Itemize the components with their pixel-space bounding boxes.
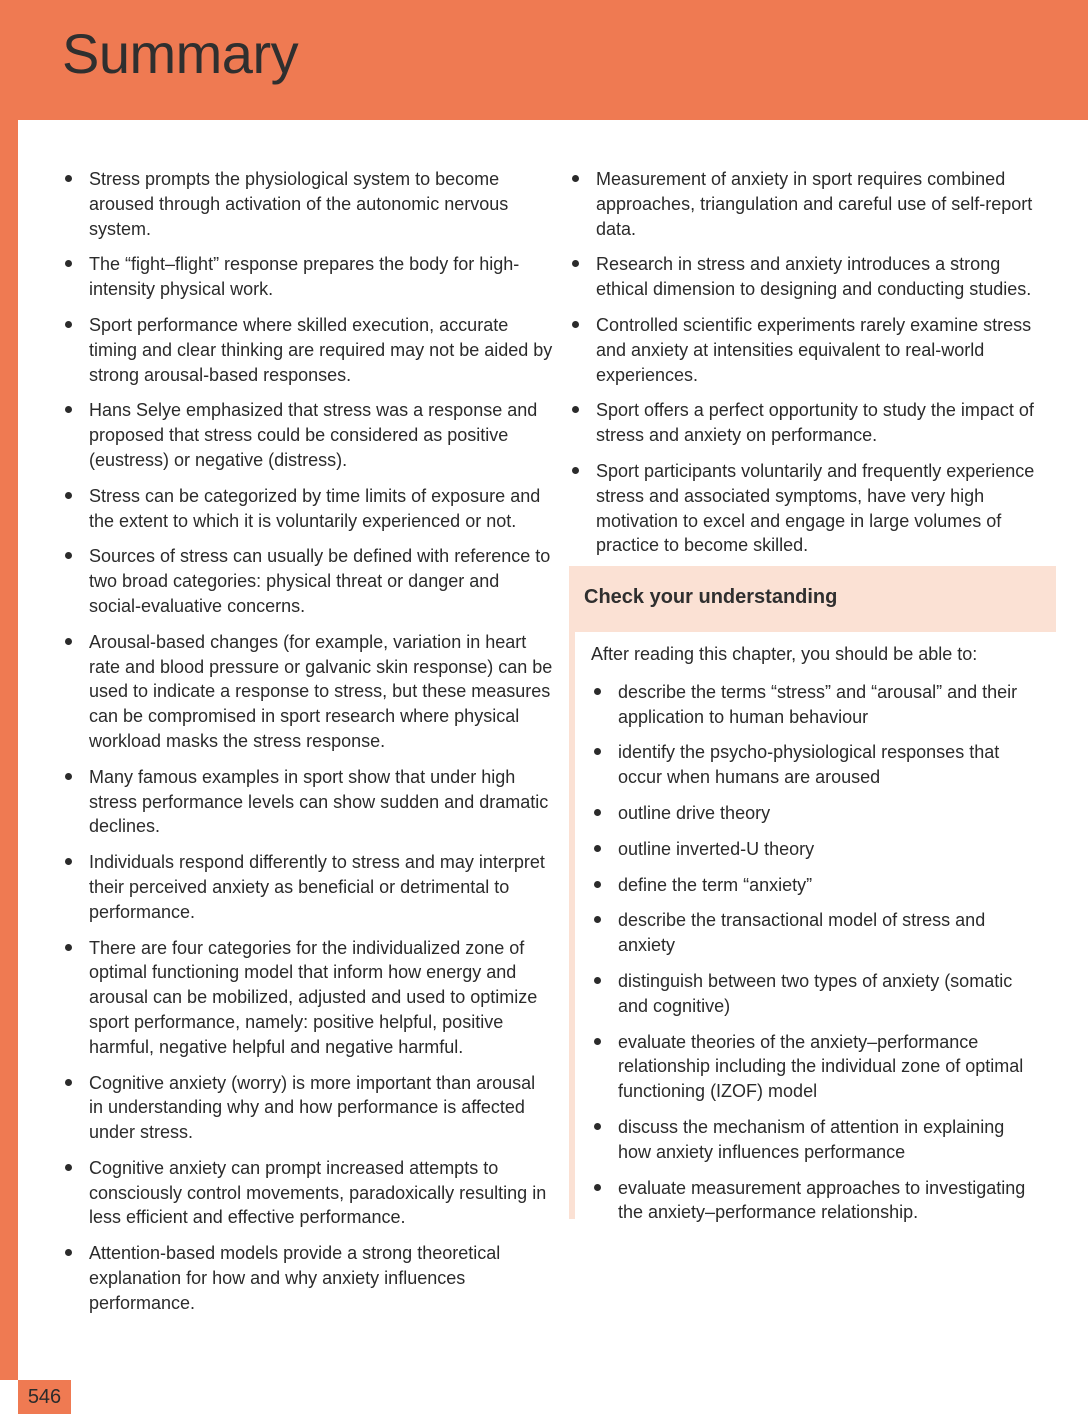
check-understanding-side-bar [569, 632, 575, 1219]
learning-objective: identify the psycho-physiological responses that occur when humans are aroused [591, 740, 1041, 790]
summary-point: Sources of stress can usually be defined with reference to two broad categories: physical threat or danger and social-evaluative concerns. [62, 544, 554, 618]
learning-objective: outline drive theory [591, 801, 1041, 826]
learning-objectives-list [591, 680, 1041, 1225]
check-understanding-header [569, 566, 1056, 632]
summary-point: Sport offers a perfect opportunity to study the impact of stress and anxiety on performance. [569, 398, 1057, 448]
learning-objective: evaluate theories of the anxiety–performance relationship including the individual zone of optimal functioning (IZOF) model [591, 1030, 1041, 1104]
summary-point: Stress can be categorized by time limits of exposure and the extent to which it is voluntarily experienced or not. [62, 484, 554, 534]
check-understanding-box [569, 566, 1056, 1223]
summary-point: Cognitive anxiety (worry) is more important than arousal in understanding why and how performance is affected under stress. [62, 1071, 554, 1145]
summary-point: Research in stress and anxiety introduces a strong ethical dimension to designing and conducting studies. [569, 252, 1057, 302]
learning-objective: discuss the mechanism of attention in explaining how anxiety influences performance [591, 1115, 1041, 1165]
summary-point: The “fight–flight” response prepares the body for high-intensity physical work. [62, 252, 554, 302]
left-accent-strip [0, 120, 18, 1380]
summary-point: Measurement of anxiety in sport requires combined approaches, triangulation and careful use of self-report data. [569, 167, 1057, 241]
summary-right-list [569, 167, 1057, 558]
summary-point: There are four categories for the individualized zone of optimal functioning model that inform how energy and arousal can be mobilized, adjusted and used to optimize sport performance, namely: positive helpful, positive harmful, negative helpful and negative harmful. [62, 936, 554, 1060]
summary-point: Cognitive anxiety can prompt increased attempts to consciously control movements, paradoxically resulting in less efficient and effective performance. [62, 1156, 554, 1230]
summary-point: Attention-based models provide a strong theoretical explanation for how and why anxiety influences performance. [62, 1241, 554, 1315]
page-title: Summary [62, 22, 299, 85]
summary-point: Sport participants voluntarily and frequently experience stress and associated symptoms, have very high motivation to excel and engage in large volumes of practice to become skilled. [569, 459, 1057, 558]
summary-point: Sport performance where skilled execution, accurate timing and clear thinking are required may not be aided by strong arousal-based responses. [62, 313, 554, 387]
summary-point: Individuals respond differently to stress and may interpret their perceived anxiety as beneficial or detrimental to performance. [62, 850, 554, 924]
check-understanding-title: Check your understanding [584, 586, 838, 608]
learning-objective: describe the terms “stress” and “arousal” and their application to human behaviour [591, 680, 1041, 730]
learning-objective: define the term “anxiety” [591, 873, 1041, 898]
summary-left-list [62, 167, 554, 1316]
summary-point: Arousal-based changes (for example, variation in heart rate and blood pressure or galvanic skin response) can be used to indicate a response to stress, but these measures can be compromised in sport research where physical workload masks the stress response. [62, 630, 554, 754]
learning-objective: outline inverted-U theory [591, 837, 1041, 862]
summary-point: Stress prompts the physiological system to become aroused through activation of the autonomic nervous system. [62, 167, 554, 241]
summary-point: Hans Selye emphasized that stress was a response and proposed that stress could be considered as positive (eustress) or negative (distress). [62, 398, 554, 472]
learning-objective: distinguish between two types of anxiety (somatic and cognitive) [591, 969, 1041, 1019]
learning-objective: evaluate measurement approaches to investigating the anxiety–performance relationship. [591, 1176, 1041, 1226]
summary-point: Many famous examples in sport show that under high stress performance levels can show sudden and dramatic declines. [62, 765, 554, 839]
check-understanding-intro: After reading this chapter, you should be able to: [591, 644, 978, 664]
learning-objective: describe the transactional model of stress and anxiety [591, 908, 1041, 958]
check-understanding-body [591, 642, 1041, 1236]
page-number: 546 [18, 1380, 71, 1414]
summary-point: Controlled scientific experiments rarely examine stress and anxiety at intensities equivalent to real-world experiences. [569, 313, 1057, 387]
summary-right-column [569, 167, 1057, 569]
summary-left-column [62, 167, 554, 1327]
